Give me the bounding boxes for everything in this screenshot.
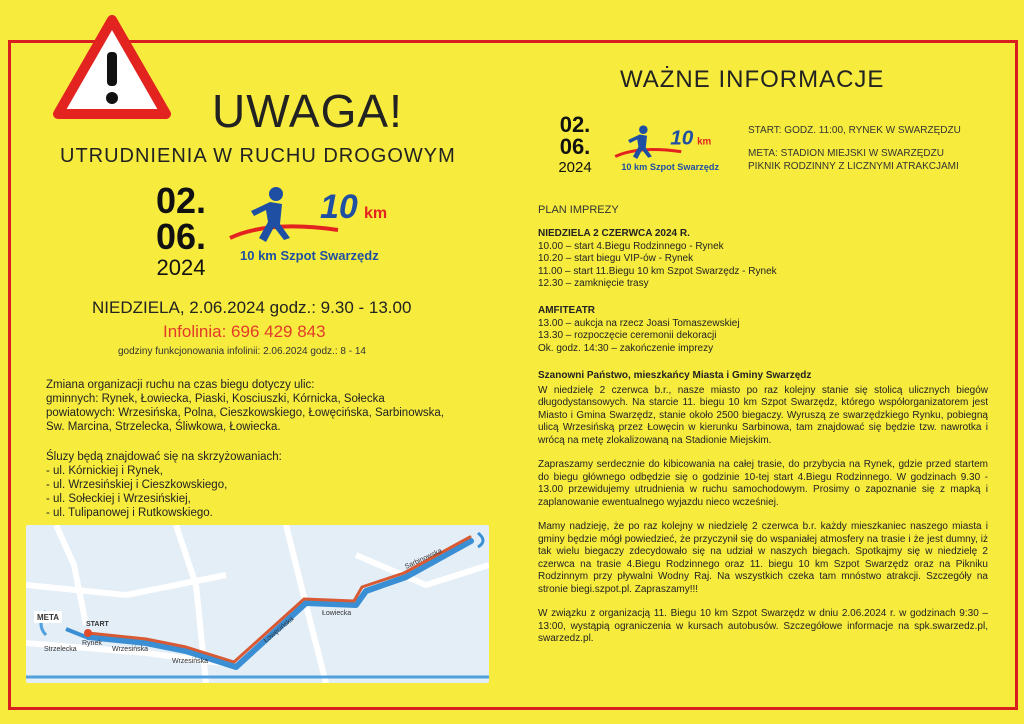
schedule-heading: NIEDZIELA 2 CZERWCA 2024 R. <box>538 228 690 239</box>
letter-heading: Szanowni Państwo, mieszkańcy Miasta i Gminy Swarzędz <box>538 370 812 381</box>
logo-unit: km <box>364 205 388 222</box>
date-day: 02. <box>155 180 207 221</box>
page-title: UWAGA! <box>212 85 403 137</box>
start-marker-icon <box>84 629 92 637</box>
list-item: 11.00 – start 11.Biegu 10 km Szpot Swarzędz - Rynek <box>538 265 777 277</box>
frame-right-border <box>1015 40 1018 710</box>
logo-number: 10 <box>670 126 694 150</box>
letter-paragraph: Zapraszamy serdecznie do kibicowania na całej trasie, do przybycia na Rynek, gdzie przed startem do biegu głównego odbędzie się o godzinie 10-tej start 4.Biegu Rodzinnego. W godzinach 9.30 - 13.00 przewidujemy utrudnienia w ruchu samochodowym. Prosimy o zapoznanie się z mapką i zaplanowanie ewentualnego wyjazdu nieco wcześniej. <box>538 459 988 508</box>
map-label-meta: META <box>37 613 60 622</box>
plan-heading: PLAN IMPREZY <box>538 204 619 216</box>
start-finish-info <box>748 124 961 173</box>
amfiteatr-heading: AMFITEATR <box>538 305 596 316</box>
map-label-lowiecka: Łowiecka <box>322 610 352 617</box>
map-streets <box>26 525 489 683</box>
map-label-rynek: Rynek <box>82 640 102 647</box>
date-year: 2024 <box>558 159 592 176</box>
date-month: 06. <box>155 216 207 257</box>
list-item: 12.30 – zamknięcie trasy <box>538 278 649 289</box>
map-label-sarbinowska: Sarbinowska <box>403 547 444 571</box>
date-month: 06. <box>559 134 591 159</box>
list-item: 10.00 – start 4.Biegu Rodzinnego - Rynek <box>538 240 724 252</box>
meta-info: META: STADION MIEJSKI W SWARZĘDZU <box>748 148 944 159</box>
turnaround-icon <box>478 533 483 547</box>
letter-paragraph: W niedzielę 2 czerwca b.r., nasze miasto po raz kolejny stanie się stolicą ulicznych biegów długodystansowych. Na starcie 11. biegu 10 km Szpot Swarzędz, którego współorganizatorem jest Miasto i Gmina Swarzędz, stanie około 2500 biegaczy. Wyruszą ze swarzędzkiego Rynku, pobiegną ulicą Wrzesińską przez Łowęcin w kierunku Sarbinowa, tam znajdować się będzie tzw. nawrotka i wrócą na metę zlokalizowaną na Stadionie Miejskim. <box>538 384 988 446</box>
sluices-list <box>46 450 456 520</box>
info-heading: WAŻNE INFORMACJE <box>620 66 885 93</box>
list-item: - ul. Kórnickiej i Rynek, <box>46 465 163 477</box>
list-item: Ok. godz. 14:30 – zakończenie imprezy <box>538 342 714 354</box>
frame-bottom-border <box>8 707 1018 710</box>
list-item: 13.30 – rozpoczęcie ceremonii dekoracji <box>538 330 717 341</box>
map-label-wrzesinska-2: Wrzesińska <box>172 658 209 665</box>
traffic-changes <box>46 378 456 434</box>
list-item: 13.00 – aukcja na rzecz Joasi Tomaszewskiej <box>538 317 740 329</box>
runner-icon <box>628 125 652 159</box>
event-logo <box>228 180 408 268</box>
date-year: 2024 <box>156 255 206 280</box>
schedule <box>538 228 988 291</box>
letter <box>538 370 988 658</box>
list-item: 10.20 – start biegu VIP-ów - Rynek <box>538 253 694 264</box>
hotline: Infolinia: 696 429 843 <box>163 322 326 341</box>
runner-icon <box>251 187 290 242</box>
event-date-small <box>542 114 608 175</box>
frame-left-border <box>8 40 11 710</box>
route-map-svg <box>26 525 489 683</box>
traffic-changes-line: gminnych: Rynek, Łowiecka, Piaski, Kosciuszki, Kórnicka, Sołecka <box>46 393 385 405</box>
page-subtitle: UTRUDNIENIA W RUCHU DROGOWYM <box>60 145 456 167</box>
list-item: - ul. Sołeckiej i Wrzesińskiej, <box>46 493 191 505</box>
route-finish-leg <box>66 629 86 637</box>
meta-info-2: PIKNIK RODZINNY Z LICZNYMI ATRAKCJAMI <box>748 161 959 172</box>
event-time: NIEDZIELA, 2.06.2024 godz.: 9.30 - 13.00 <box>92 298 412 317</box>
traffic-changes-line: Sw. Marcina, Strzelecka, Śliwkowa, Łowiecka. <box>46 421 281 433</box>
warning-triangle-icon <box>52 14 172 120</box>
traffic-changes-heading: Zmiana organizacji ruchu na czas biegu dotyczy ulic: <box>46 379 315 391</box>
logo-text: 10 km Szpot Swarzędz <box>240 248 379 263</box>
event-date <box>136 180 226 280</box>
logo-text: 10 km Szpot Swarzędz <box>621 162 720 172</box>
traffic-changes-line: powiatowych: Wrzesińska, Polna, Cieszkowskiego, Łowęcińska, Sarbinowska, <box>46 407 444 419</box>
hotline-hours: godziny funkcjonowania infolinii: 2.06.2024 godz.: 8 - 14 <box>118 346 366 357</box>
list-item: - ul. Wrzesińskiej i Cieszkowskiego, <box>46 479 228 491</box>
event-logo-small <box>614 120 724 176</box>
date-day: 02. <box>559 112 591 137</box>
route-map <box>26 525 489 683</box>
list-item: - ul. Tulipanowej i Rutkowskiego. <box>46 507 213 519</box>
amfiteatr-schedule <box>538 305 988 355</box>
map-label-lowecinska: Łowęcińska <box>262 615 296 645</box>
map-label-strzelecka: Strzelecka <box>44 646 77 653</box>
letter-paragraph: W związku z organizacją 11. Biegu 10 km Szpot Swarzędz w dniu 2.06.2024 r. w godzinach 9:30 – 13:00, wystąpią ograniczenia w kursach autobusów. Szczegółowe informacje na spk.swarzedz.pl, swarzedz.pl. <box>538 608 988 644</box>
sluices-heading: Śluzy będą znajdować się na skrzyżowaniach: <box>46 451 282 463</box>
map-label-start: START <box>86 621 109 628</box>
logo-unit: km <box>697 136 712 148</box>
map-label-wrzesinska: Wrzesińska <box>112 646 149 653</box>
logo-number: 10 <box>320 188 358 226</box>
letter-paragraph: Mamy nadzieję, że po raz kolejny w niedzielę 2 czerwca b.r. każdy mieszkaniec naszego miasta i gminy będzie mógł powiedzieć, że przyczynił się do wspaniałej atmosfery na trasie i że jest dumny, iż tak wielu biegaczy zdecydowało się na udział w naszych biegach. Spotkajmy się w niedzielę 2 czerwca na trasie 4.Biegu Rodzinnego oraz 11. biegu 10 km Szpot Swarzędz oraz na Pikniku Rodzinnym przy pływalni Wodny Raj. Na wszystkich czeka tam mnóstwo atrakcji. Szczegóły na stronie biegi.szpot.pl. Zapraszamy!!! <box>538 521 988 595</box>
start-info: START: GODZ. 11:00, RYNEK W SWARZĘDZU <box>748 125 961 136</box>
